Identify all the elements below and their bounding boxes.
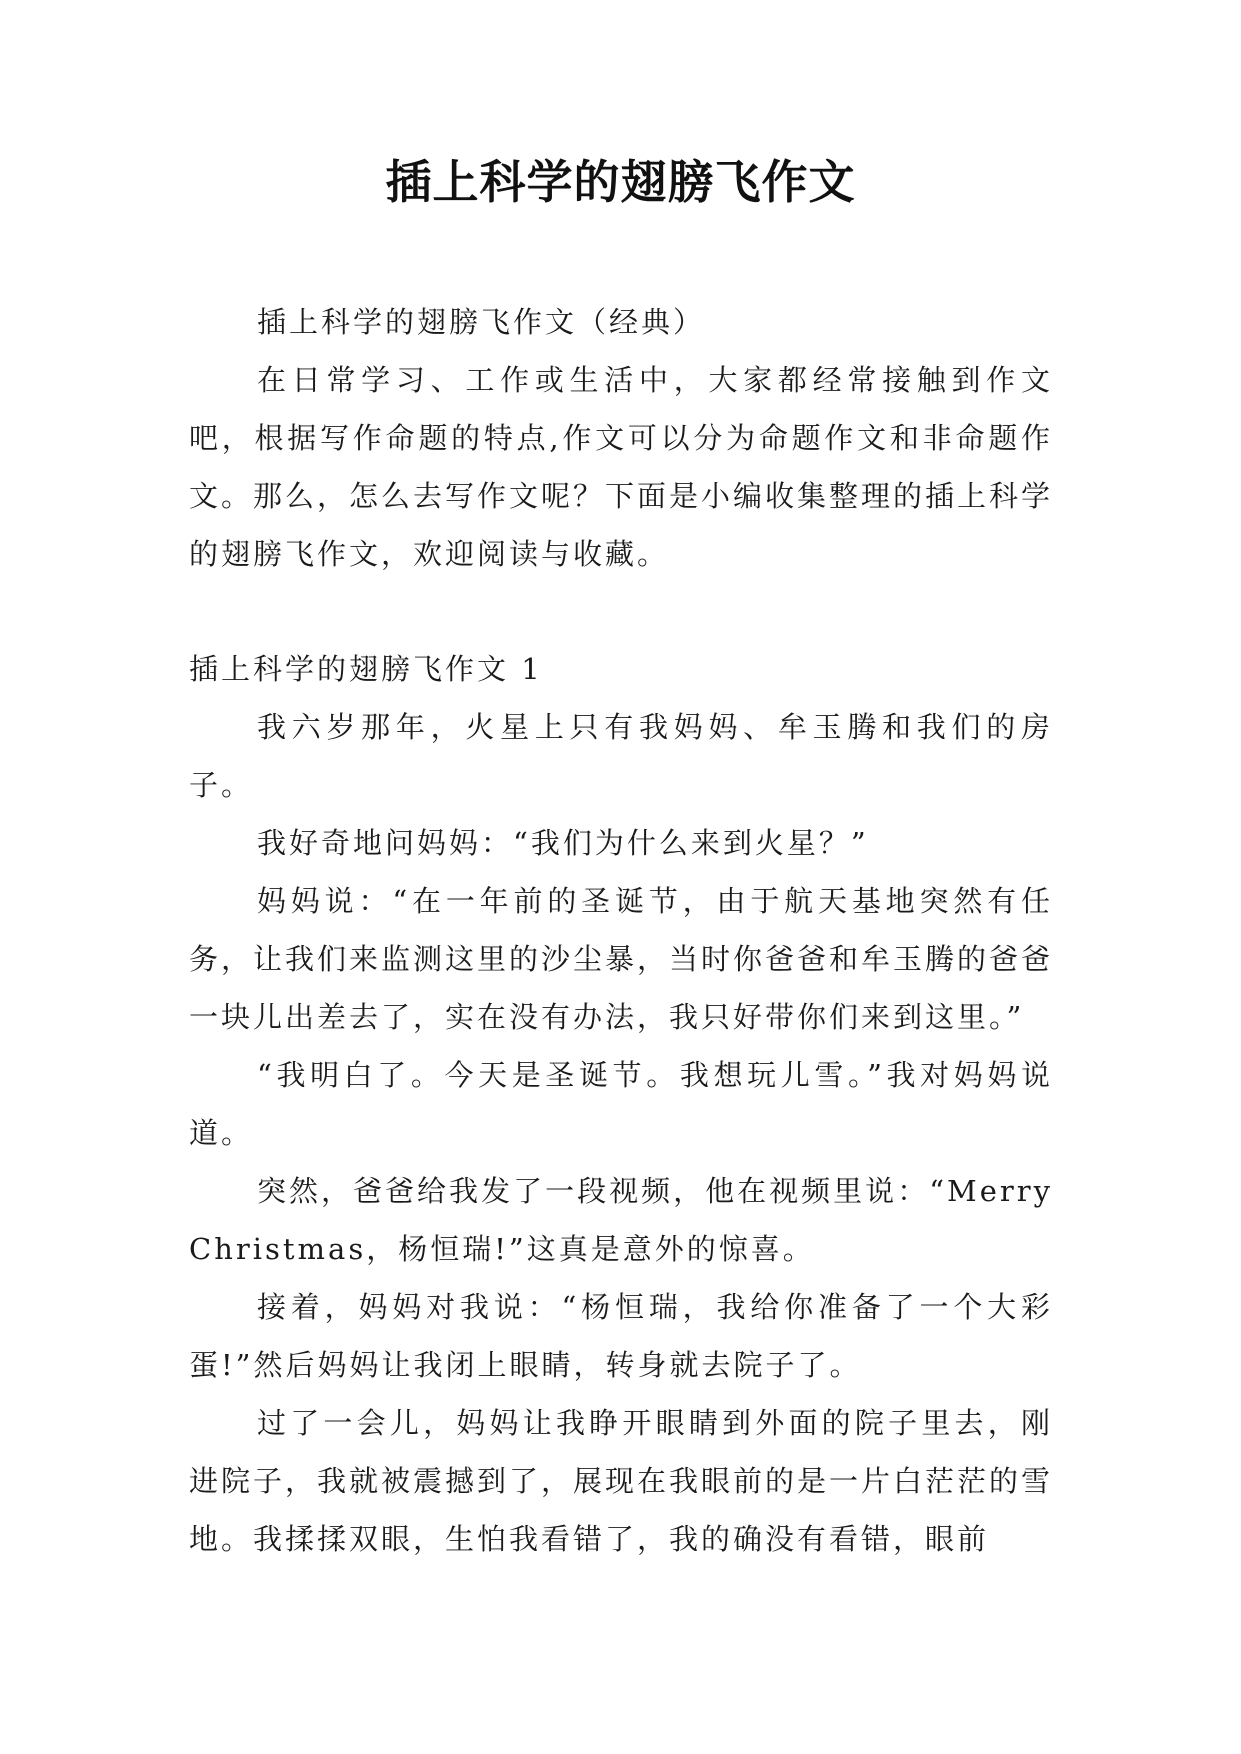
body-paragraph: 接着，妈妈对我说：“杨恒瑞，我给你准备了一个大彩蛋!”然后妈妈让我闭上眼睛，转身就去院子了。 — [189, 1290, 1053, 1382]
document-body — [189, 293, 1053, 1568]
body-paragraph: 过了一会儿，妈妈让我睁开眼睛到外面的院子里去，刚进院子，我就被震撼到了，展现在我眼前的是一片白茫茫的雪地。我揉揉双眼，生怕我看错了，我的确没有看错，眼前 — [189, 1406, 1054, 1556]
body-paragraph: “我明白了。今天是圣诞节。我想玩儿雪。”我对妈妈说道。 — [189, 1058, 1053, 1150]
body-paragraph: 妈妈说：“在一年前的圣诞节，由于航天基地突然有任务，让我们来监测这里的沙尘暴，当时你爸爸和牟玉腾的爸爸一块儿出差去了，实在没有办法，我只好带你们来到这里。” — [189, 884, 1054, 1034]
body-paragraph: 我六岁那年，火星上只有我妈妈、牟玉腾和我们的房子。 — [189, 710, 1053, 802]
body-paragraph: 我好奇地问妈妈：“我们为什么来到火星？” — [257, 826, 869, 860]
document-subtitle: 插上科学的翅膀飞作文（经典） — [257, 305, 706, 339]
intro-paragraph: 在日常学习、工作或生活中，大家都经常接触到作文吧，根据写作命题的特点,作文可以分为命题作文和非命题作文。那么，怎么去写作文呢？下面是小编收集整理的插上科学的翅膀飞作文，欢迎阅读与收藏。 — [189, 363, 1054, 571]
document-title: 插上科学的翅膀飞作文 — [385, 155, 856, 209]
section-heading: 插上科学的翅膀飞作文 1 — [189, 652, 543, 686]
body-paragraph: 突然，爸爸给我发了一段视频，他在视频里说：“Merry Christmas，杨恒瑞!”这真是意外的惊喜。 — [189, 1174, 1053, 1266]
